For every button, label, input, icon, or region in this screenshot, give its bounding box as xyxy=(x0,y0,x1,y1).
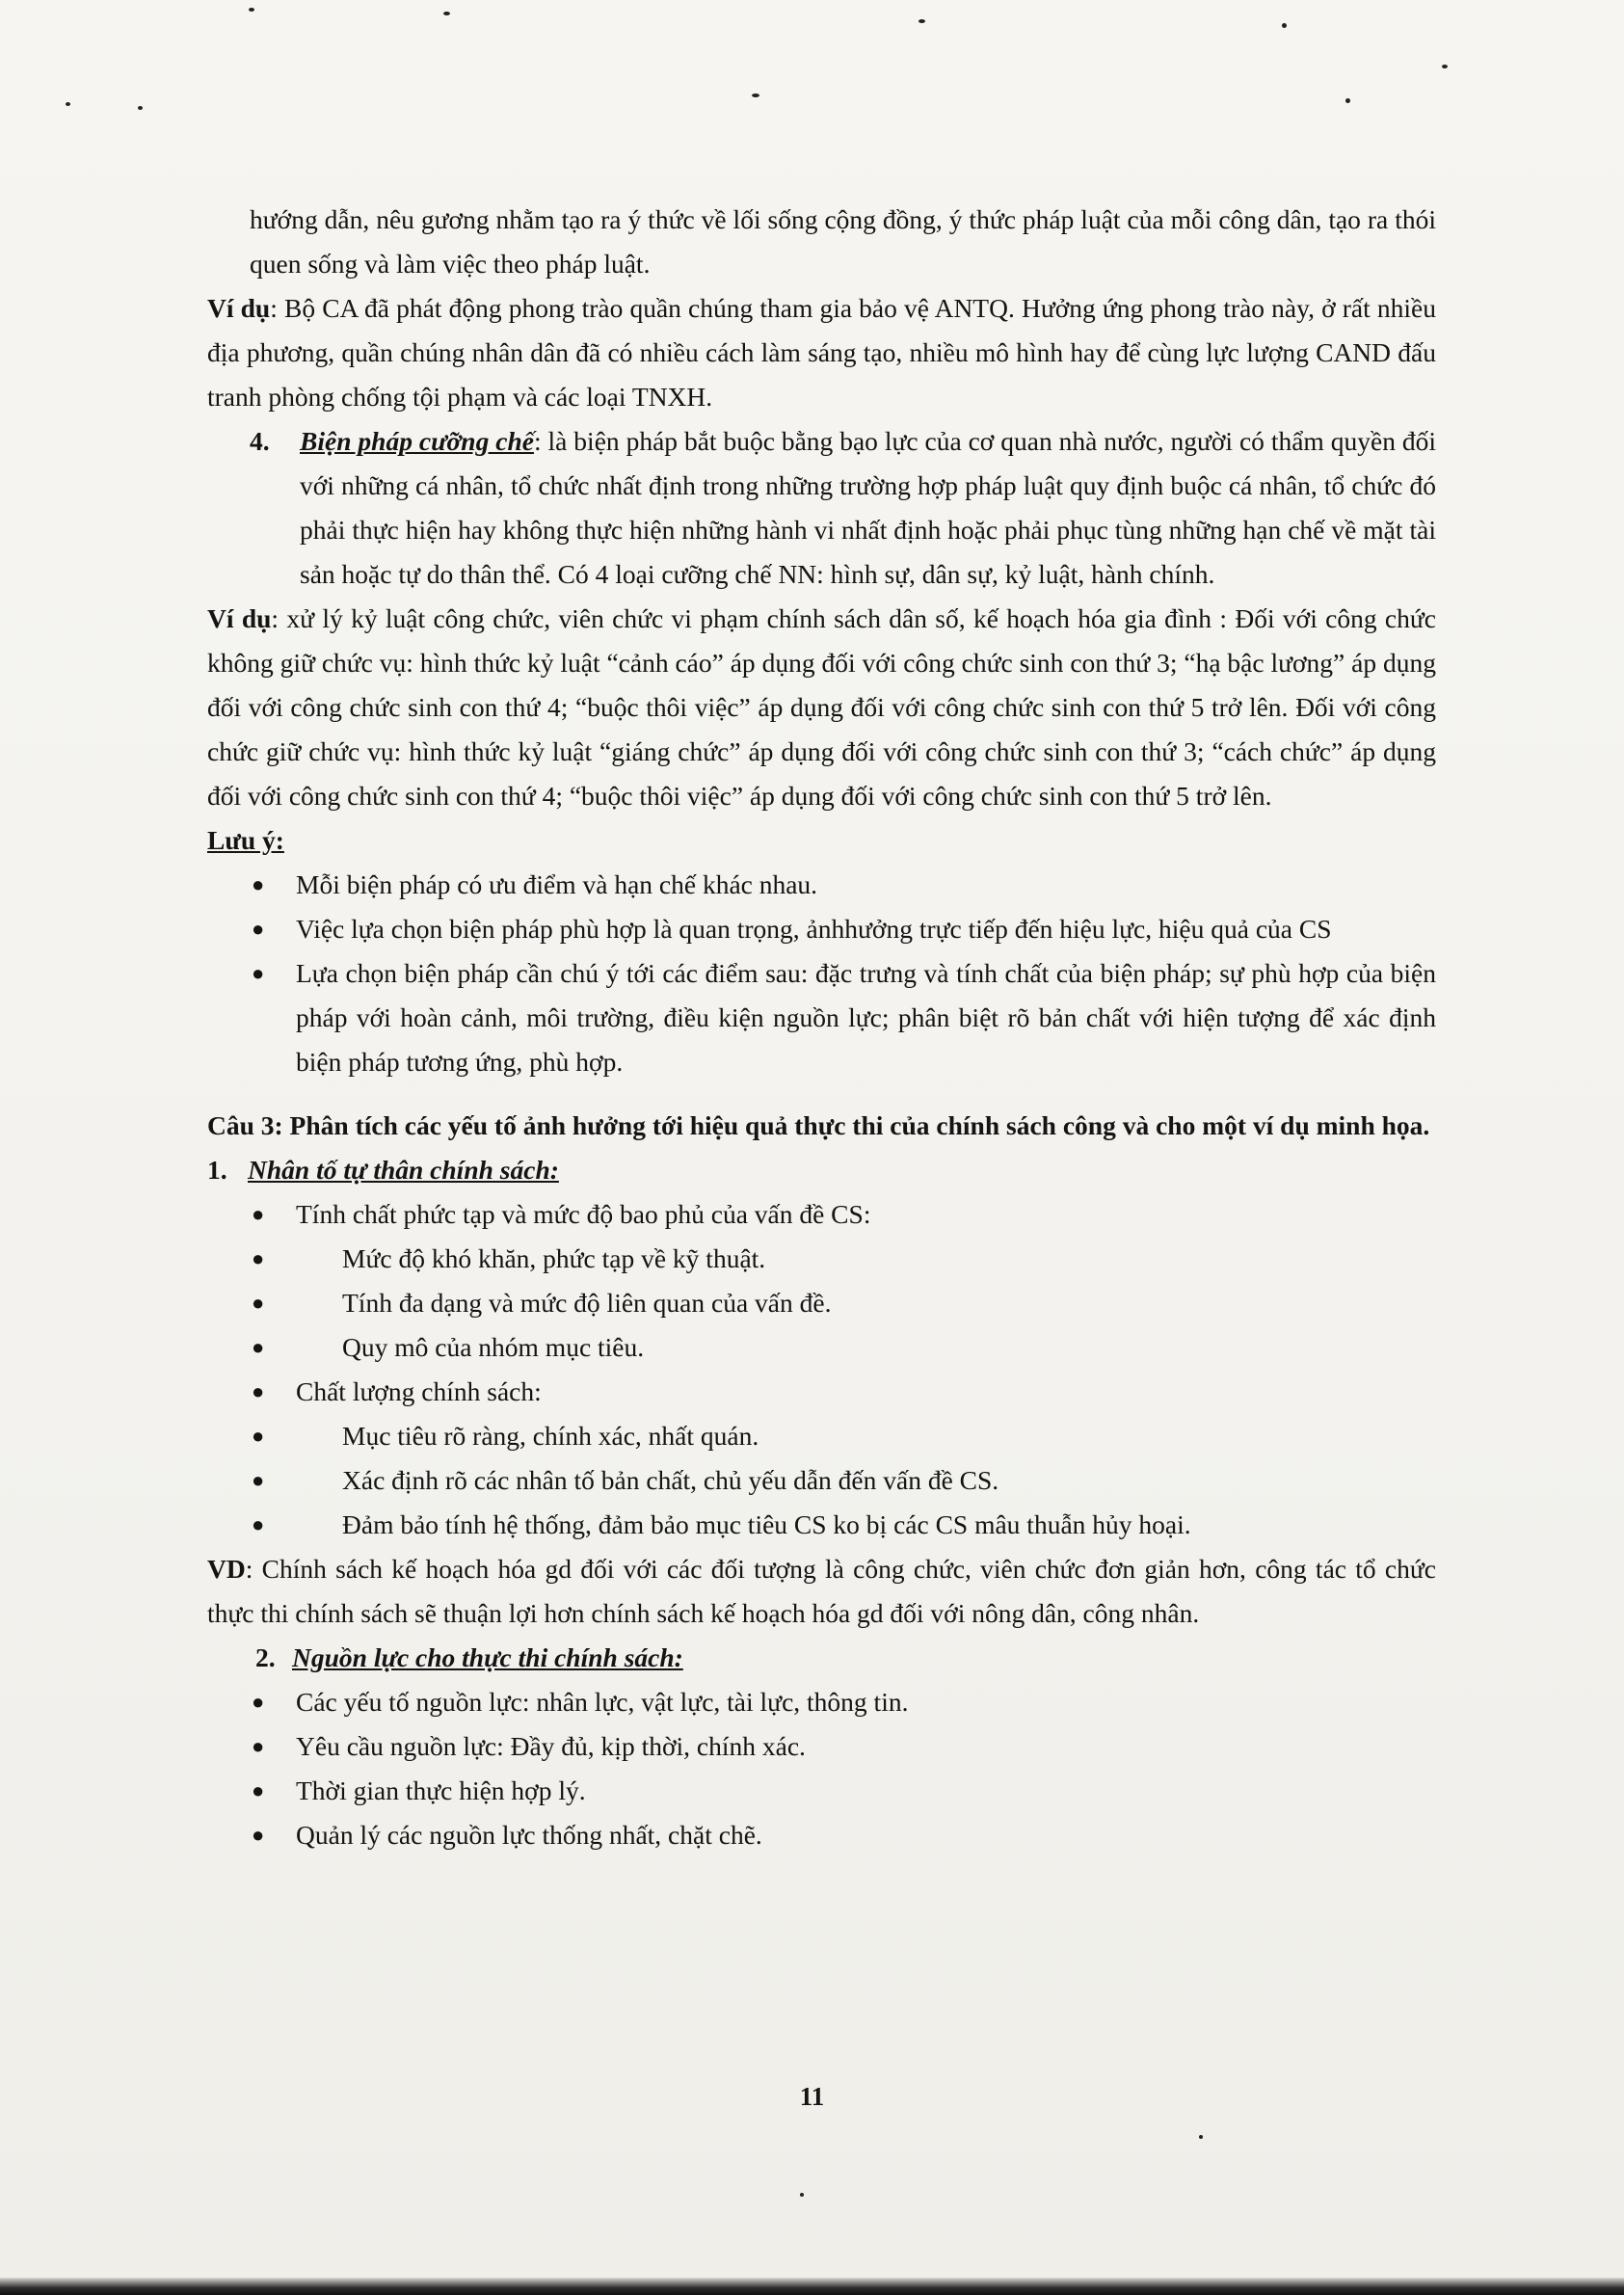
sub-list-item xyxy=(207,1458,1436,1503)
list-item xyxy=(207,1724,1436,1769)
bullet-icon: ● xyxy=(252,1690,265,1714)
list-item-text: Chất lượng chính sách: xyxy=(296,1376,542,1406)
sub-list-item xyxy=(207,1414,1436,1458)
list-item-text: Thời gian thực hiện hợp lý. xyxy=(296,1775,586,1805)
list-item xyxy=(207,1769,1436,1813)
example-text: : Bộ CA đã phát động phong trào quần chúng tham gia bảo vệ ANTQ. Hưởng ứng phong trào này, ở rất nhiều địa phương, quần chúng nhân dân đã có nhiều cách làm sáng tạo, nhiều mô hình hay để cùng lực lượng CAND đấu tranh phòng chống tội phạm và các loại TNXH. xyxy=(207,293,1436,412)
scan-speck xyxy=(249,8,254,12)
example-label: Ví dụ xyxy=(207,293,271,323)
section-number: 2. xyxy=(255,1642,276,1672)
bullet-icon: ● xyxy=(252,1823,265,1847)
list-item-text: Mức độ khó khăn, phức tạp về kỹ thuật. xyxy=(342,1243,766,1273)
list-item xyxy=(207,907,1436,951)
list-item-text: Các yếu tố nguồn lực: nhân lực, vật lực, tài lực, thông tin. xyxy=(296,1687,909,1717)
sub-list-item xyxy=(207,1237,1436,1281)
section-title: Nguồn lực cho thực thi chính sách: xyxy=(292,1642,683,1672)
scan-speck xyxy=(752,93,759,97)
list-item-text: Việc lựa chọn biện pháp phù hợp là quan trọng, ảnhhưởng trực tiếp đến hiệu lực, hiệu quả của CS xyxy=(296,914,1332,944)
sub-list-item xyxy=(207,1325,1436,1370)
list-item-text: Tính đa dạng và mức độ liên quan của vấn đề. xyxy=(342,1288,832,1318)
sub-list-item xyxy=(207,1503,1436,1547)
bullet-icon: ● xyxy=(252,1202,265,1226)
list-item-text: Lựa chọn biện pháp cần chú ý tới các điểm sau: đặc trưng và tính chất của biện pháp; sự phù hợp của biện pháp với hoàn cảnh, môi trường, điều kiện nguồn lực; phân biệt rõ bản chất với hiện tượng để xác định biện pháp tương ứng, phù hợp. xyxy=(296,958,1436,1077)
scanner-edge xyxy=(0,2278,1624,2295)
bullet-icon: ● xyxy=(252,1291,265,1315)
bullet-icon: ● xyxy=(252,1468,265,1492)
paragraph: hướng dẫn, nêu gương nhằm tạo ra ý thức về lối sống cộng đồng, ý thức pháp luật của mỗi công dân, tạo ra thói quen sống và làm việc theo pháp luật. xyxy=(250,204,1436,279)
list-item-text: Quản lý các nguồn lực thống nhất, chặt chẽ. xyxy=(296,1820,762,1850)
bullet-icon: ● xyxy=(252,1512,265,1536)
scan-speck xyxy=(138,106,143,110)
example-paragraph xyxy=(207,597,1436,818)
note-label: Lưu ý: xyxy=(207,825,284,855)
sub-list-item xyxy=(207,1281,1436,1325)
example-paragraph xyxy=(207,286,1436,419)
example-label: Ví dụ xyxy=(207,603,272,633)
scan-speck xyxy=(1199,2135,1203,2139)
section-heading-2 xyxy=(207,1636,1436,1680)
bullet-icon: ● xyxy=(252,1778,265,1802)
bullet-icon: ● xyxy=(252,917,265,941)
scan-speck xyxy=(1345,98,1350,103)
list-item xyxy=(207,1680,1436,1724)
list-item-text: Đảm bảo tính hệ thống, đảm bảo mục tiêu CS ko bị các CS mâu thuẫn hủy hoại. xyxy=(342,1509,1191,1539)
example-text: : Chính sách kế hoạch hóa gd đối với các đối tượng là công chức, viên chức đơn giản hơn, công tác tổ chức thực thi chính sách sẽ thuận lợi hơn chính sách kế hoạch hóa gd đối với nông dân, công nhân. xyxy=(207,1554,1436,1628)
list-item xyxy=(207,863,1436,907)
section-title: Nhân tố tự thân chính sách: xyxy=(248,1155,559,1185)
list-item xyxy=(207,951,1436,1084)
item-number: 4. xyxy=(250,426,270,456)
scan-speck xyxy=(918,19,925,23)
bullet-icon: ● xyxy=(252,872,265,896)
list-item-text: Xác định rõ các nhân tố bản chất, chủ yếu dẫn đến vấn đề CS. xyxy=(342,1465,999,1495)
item-title: Biện pháp cưỡng chế xyxy=(300,426,534,456)
list-item-text: Mục tiêu rõ ràng, chính xác, nhất quán. xyxy=(342,1421,759,1451)
bullet-icon: ● xyxy=(252,1734,265,1758)
item-text: : là biện pháp bắt buộc bằng bạo lực của cơ quan nhà nước, người có thẩm quyền đối với những cá nhân, tổ chức nhất định trong những trường hợp pháp luật quy định buộc cá nhân, tổ chức đó phải thực hiện hay không thực hiện những hành vi nhất định hoặc phải phục tùng những hạn chế về mặt tài sản hoặc tự do thân thể. Có 4 loại cưỡng chế NN: hình sự, dân sự, kỷ luật, hành chính. xyxy=(300,426,1437,589)
list-item xyxy=(207,1813,1436,1857)
scan-speck xyxy=(1282,23,1287,28)
note-heading xyxy=(207,818,1436,863)
question-heading: Câu 3: Phân tích các yếu tố ảnh hưởng tới hiệu quả thực thi của chính sách công và cho một ví dụ minh họa. xyxy=(207,1110,1430,1140)
list-item-text: Quy mô của nhóm mục tiêu. xyxy=(342,1332,645,1362)
bullet-icon: ● xyxy=(252,1379,265,1403)
example-label: VD xyxy=(207,1554,246,1584)
scan-speck xyxy=(443,12,450,15)
section-heading-1 xyxy=(207,1148,1436,1192)
list-item xyxy=(207,1370,1436,1414)
bullet-icon: ● xyxy=(252,961,265,985)
page-content xyxy=(207,198,1436,1857)
bullet-icon: ● xyxy=(252,1246,265,1270)
list-item-text: Mỗi biện pháp có ưu điểm và hạn chế khác nhau. xyxy=(296,869,818,899)
scan-speck xyxy=(66,102,70,106)
page-number: 11 xyxy=(799,2082,825,2111)
example-text: : xử lý kỷ luật công chức, viên chức vi phạm chính sách dân số, kế hoạch hóa gia đình : Đối với công chức không giữ chức vụ: hình thức kỷ luật “cảnh cáo” áp dụng đối với công chức sinh con thứ 3; “hạ bậc lương” áp dụng đối với công chức sinh con thứ 4; “buộc thôi việc” áp dụng đối với công chức sinh con thứ 5 trở lên. Đối với công chức giữ chức vụ: hình thức kỷ luật “giáng chức” áp dụng đối với công chức sinh con thứ 3; “cách chức” áp dụng đối với công chức sinh con thứ 4; “buộc thôi việc” áp dụng đối với công chức sinh con thứ 5 trở lên. xyxy=(207,603,1436,811)
example-paragraph xyxy=(207,1547,1436,1636)
scan-speck xyxy=(800,2193,804,2197)
list-item xyxy=(207,1192,1436,1237)
list-item-text: Tính chất phức tạp và mức độ bao phủ của vấn đề CS: xyxy=(296,1199,871,1229)
bullet-icon: ● xyxy=(252,1424,265,1448)
bullet-icon: ● xyxy=(252,1335,265,1359)
section-number: 1. xyxy=(207,1155,227,1185)
numbered-item-4 xyxy=(207,419,1436,597)
scan-speck xyxy=(1442,65,1448,68)
list-item-text: Yêu cầu nguồn lực: Đầy đủ, kịp thời, chính xác. xyxy=(296,1731,806,1761)
